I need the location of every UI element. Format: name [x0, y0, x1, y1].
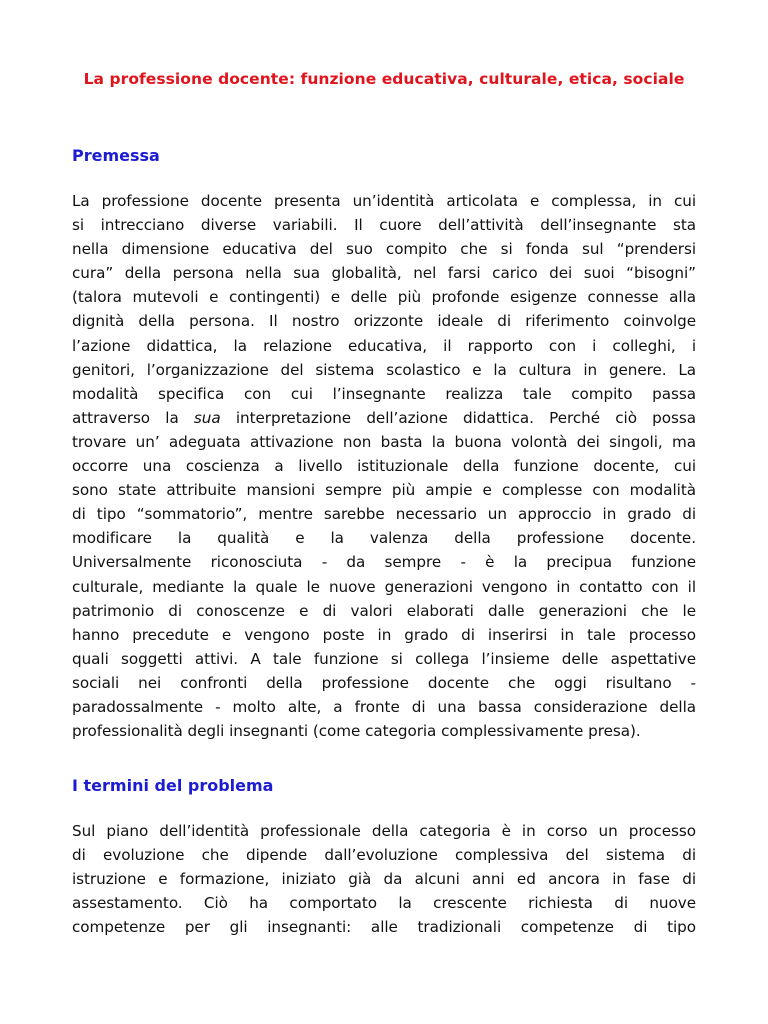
text-line: cura” della persona nella sua globalità, nel farsi carico dei suoi “bisogni” [72, 264, 696, 283]
text-line: paradossalmente - molto alte, a fronte di una bassa considerazione della [72, 697, 696, 716]
text-line: assestamento. Ciò ha comportato la crescente richiesta di nuove [72, 894, 696, 913]
section-body-premessa [72, 189, 696, 743]
text-line: trovare un’ adeguata attivazione non basta la buona volontà dei singoli, ma [72, 432, 696, 451]
text-line: istruzione e formazione, iniziato già da alcuni anni ed ancora in fase di [72, 870, 696, 889]
text-line: modificare la qualità e la valenza della professione docente. [72, 529, 696, 548]
text-line: modalità specifica con cui l’insegnante realizza tale compito passa [72, 384, 696, 403]
text-line: competenze per gli insegnanti: alle tradizionali competenze di tipo [72, 918, 696, 937]
text-line: sono state attribuite mansioni sempre più ampie e complesse con modalità [72, 481, 696, 500]
text-line: dignità della persona. Il nostro orizzonte ideale di riferimento coinvolge [72, 312, 696, 331]
text-line: La professione docente presenta un’identità articolata e complessa, in cui [72, 192, 696, 210]
text-run: attraverso la [72, 408, 194, 427]
emphasis-text: sua [193, 408, 221, 427]
text-line: professionalità degli insegnanti (come categoria complessivamente presa). [72, 722, 641, 741]
text-line: patrimonio di conoscenze e di valori elaborati dalle generazioni che le [72, 601, 696, 620]
document-title: La professione docente: funzione educativa, culturale, etica, sociale [83, 70, 685, 88]
text-line: Universalmente riconosciuta - da sempre - è la precipua funzione [72, 553, 696, 572]
section-heading-premessa: Premessa [72, 146, 160, 165]
section-heading-termini: I termini del problema [72, 776, 274, 795]
text-run: interpretazione dell’azione didattica. Perché ciò possa [220, 408, 696, 427]
text-line: genitori, l’organizzazione del sistema scolastico e la cultura in genere. La [72, 360, 696, 379]
text-line: occorre una coscienza a livello istituzionale della funzione docente, cui [72, 457, 696, 476]
text-line [72, 406, 696, 430]
text-line: di tipo “sommatorio”, mentre sarebbe necessario un approccio in grado di [72, 505, 696, 524]
section-body-termini [72, 819, 696, 939]
text-line: hanno precedute e vengono poste in grado di inserirsi in tale processo [72, 625, 696, 644]
text-line: sociali nei confronti della professione docente che oggi risultano - [72, 673, 696, 692]
text-line: Sul piano dell’identità professionale della categoria è in corso un processo [72, 822, 696, 840]
text-line: culturale, mediante la quale le nuove generazioni vengono in contatto con il [72, 577, 696, 596]
text-line: l’azione didattica, la relazione educativa, il rapporto con i colleghi, i [72, 336, 696, 355]
text-line: (talora mutevoli e contingenti) e delle più profonde esigenze connesse alla [72, 288, 696, 307]
text-line: quali soggetti attivi. A tale funzione si collega l’insieme delle aspettative [72, 649, 696, 668]
text-line: nella dimensione educativa del suo compito che si fonda sul “prendersi [72, 240, 696, 259]
text-line: si intrecciano diverse variabili. Il cuore dell’attività dell’insegnante sta [72, 216, 696, 235]
text-line: di evoluzione che dipende dall’evoluzione complessiva del sistema di [72, 846, 696, 865]
